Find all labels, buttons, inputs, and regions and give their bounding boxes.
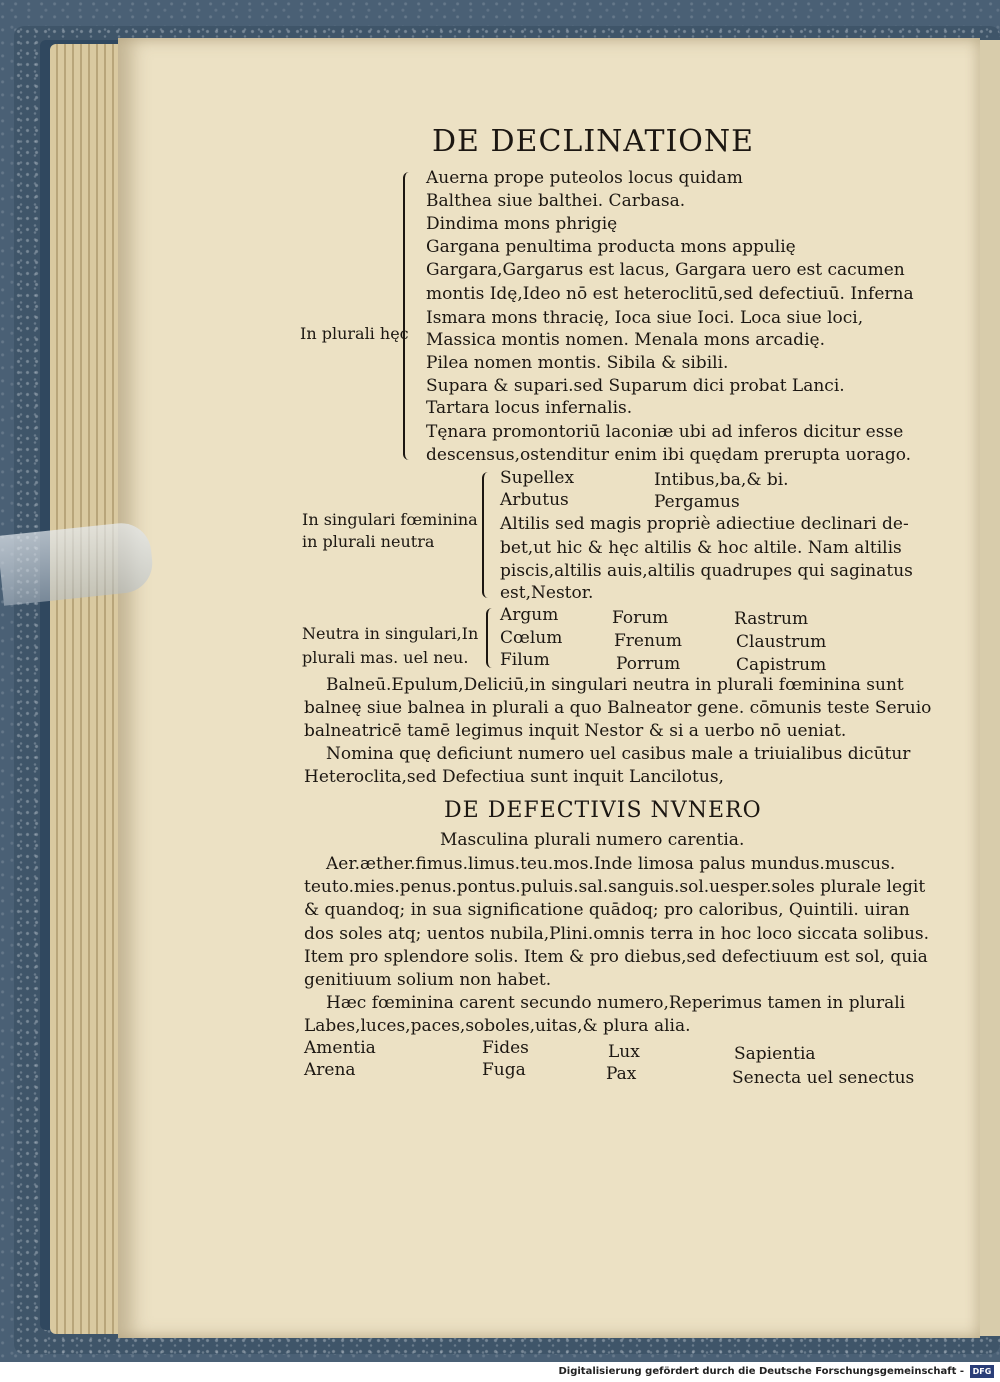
section1-line: Ismara mons thracię, Ioca siue Ioci. Loca siue loci, [426,308,864,328]
brace-section1 [403,172,413,460]
body-line: balneę siue balnea in plurali a quo Balneator gene. cōmunis teste Seruio [304,698,932,718]
paragraph2-line: Item pro splendore solis. Item & pro diebus,sed defectiuum est sol, quia [304,947,928,967]
section3-word: Claustrum [736,632,827,652]
section1-line: Dindima mons phrigię [426,214,618,234]
label-singular-feminine: In singulari fœminina [302,510,478,529]
section2-line: piscis,altilis auis,altilis quadrupes qui saginatus [500,561,913,581]
section3-word: Forum [612,608,669,628]
section1-line: Massica montis nomen. Menala mons arcadię. [426,330,825,350]
final-word: Pax [606,1064,637,1084]
dfg-logo: DFG [970,1365,994,1378]
paragraph2-line: genitiuum solium non habet. [304,970,552,990]
body-line: Heteroclita,sed Defectiua sunt inquit Lancilotus, [304,767,724,787]
final-word: Fuga [482,1060,526,1080]
section3-word: Cœlum [500,628,563,648]
paragraph2-line: Aer.æther.fimus.limus.teu.mos.Inde limosa palus mundus.muscus. [326,854,896,874]
label-neuter-singular: Neutra in singulari,In [302,624,479,643]
section1-line: Pilea nomen montis. Sibila & sibili. [426,353,729,373]
bracket-label-section1: In plurali hęc [300,324,409,343]
label-plural-neuter: in plurali neutra [302,532,435,551]
paragraph3-line: Labes,luces,paces,soboles,uitas,& plura alia. [304,1016,691,1036]
final-word: Amentia [304,1038,376,1058]
section1-line: montis Idę,Ideo nō est heteroclitū,sed defectiuū. Inferna [426,284,914,304]
section1-line: Balthea siue balthei. Carbasa. [426,191,686,211]
page-title: DE DECLINATIONE [432,124,755,159]
section3-word: Porrum [616,654,681,674]
final-word: Senecta uel senectus [732,1068,915,1088]
footer-credit: Digitalisierung gefördert durch die Deutsche Forschungsgemeinschaft - [558,1366,964,1377]
section2-word: Arbutus [500,490,569,510]
section1-line: Auerna prope puteolos locus quidam [426,168,743,188]
final-word: Fides [482,1038,529,1058]
section2-word: Pergamus [654,492,740,512]
brace-section2 [482,472,492,598]
section1-line: Tęnara promontoriū laconiæ ubi ad inferos dicitur esse [426,422,904,442]
section1-line: Tartara locus infernalis. [426,398,633,418]
section3-word: Rastrum [734,609,809,629]
section1-line: Gargara,Gargarus est lacus, Gargara uero est cacumen [426,260,905,280]
section2-line: bet,ut hic & hęc altilis & hoc altile. Nam altilis [500,538,902,558]
section1-line: Gargana penultima producta mons appulię [426,237,796,257]
label-plural-masc-neuter: plurali mas. uel neu. [302,648,469,667]
section1-line: descensus,ostenditur enim ibi quędam prerupta uorago. [426,445,912,465]
section3-word: Argum [500,605,559,625]
section3-word: Filum [500,650,550,670]
body-line: Nomina quę deficiunt numero uel casibus male a triuialibus dicūtur [326,744,911,764]
section2-word: Supellex [500,468,575,488]
section2-line: est,Nestor. [500,583,594,603]
final-word: Arena [304,1060,356,1080]
section2-word: Intibus,ba,& bi. [654,470,789,490]
paragraph2-line: & quandoq; in sua significatione quādoq; pro caloribus, Quintili. uiran [304,900,910,920]
final-word: Lux [608,1042,640,1062]
final-word: Sapientia [734,1044,816,1064]
paragraph3-line: Hæc fœminina carent secundo numero,Reperimus tamen in plurali [326,993,906,1013]
body-line: Balneū.Epulum,Deliciū,in singulari neutra in plurali fœminina sunt [326,675,904,695]
body-line: balneatricē tamē legimus inquit Nestor & si a uerbo nō ueniat. [304,721,847,741]
brace-section3 [486,608,496,668]
paragraph2-line: teuto.mies.penus.pontus.puluis.sal.sanguis.sol.uesper.soles plurale legit [304,877,926,897]
paragraph2-line: dos soles atq; uentos nubila,Plini.omnis terra in hoc loco siccata solibus. [304,924,930,944]
subheading: Masculina plurali numero carentia. [440,830,745,850]
section-heading: DE DEFECTIVIS NVNERO [444,798,762,823]
section3-word: Capistrum [736,655,827,675]
section1-line: Supara & supari.sed Suparum dici probat Lanci. [426,376,845,396]
section3-word: Frenum [614,631,682,651]
section2-line: Altilis sed magis propriè adiectiue declinari de- [500,514,909,534]
